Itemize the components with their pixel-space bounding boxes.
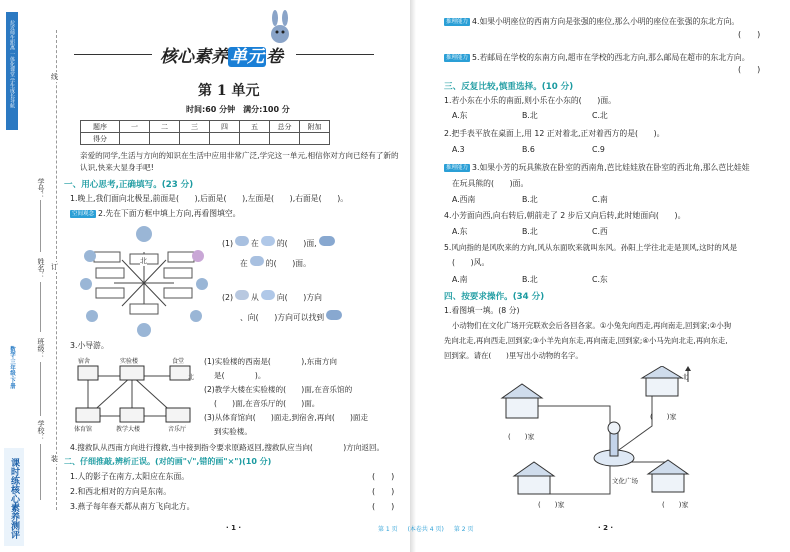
s2-item-1: 1.人的影子在南方,太阳应在东面。 xyxy=(70,472,190,481)
cat-icon xyxy=(250,256,264,266)
plaza-label: 文化广场 xyxy=(612,477,638,485)
map-north-label: 北 xyxy=(188,374,195,381)
score-header-cell: 一 xyxy=(120,121,150,133)
s1-q4: 4.搜救队从西南方向进行搜救,当中接到指令要求原路返回,搜救队应当向( )方向返回。 xyxy=(70,443,385,452)
cut-label-2: 订 xyxy=(51,263,58,271)
s4-text-line1: 小动物们在文化广场开完联欢会后各回各家。①小兔先向西走,再向南走,回到家;②小狗 xyxy=(452,321,732,330)
intro-text: 亲爱的同学,生活与方向的知识在生活中应用非常广泛,学完这一单元,相信你对方向已经有了新的认识,快来大显身手吧! xyxy=(80,151,399,172)
r-q4-answer[interactable]: ( ) xyxy=(738,30,761,39)
s4-q1: 1.看图填一填。(8 分) xyxy=(444,306,520,315)
s3-q3-opt-a[interactable]: A.西南 xyxy=(452,195,476,204)
s1-q2-a-3: 在 xyxy=(240,259,248,268)
map-label-lab: 实验楼 xyxy=(120,358,139,365)
r-q5-tag: 推理能力 xyxy=(446,55,469,61)
field-line-4 xyxy=(40,444,41,500)
unit-time-info: 时间:60 分钟 满分:100 分 xyxy=(186,105,290,114)
s1-q2-b-1: 从 xyxy=(251,293,259,302)
map-label-music: 音乐厅 xyxy=(168,426,187,433)
cut-label-1: 线 xyxy=(51,73,58,81)
house-label-southwest[interactable]: ( )家 xyxy=(538,501,565,509)
score-header-cell: 题序 xyxy=(81,121,120,133)
r-q4-text: 4.如果小明座位的西南方向是张强的座位,那么小明的座位在张强的东北方向。 xyxy=(472,17,740,26)
s1-q2-a xyxy=(222,236,337,249)
house-icon-4 xyxy=(648,460,688,492)
s3-q2-opt-a[interactable]: A.3 xyxy=(452,145,465,154)
s1-q3-line3: (2)教学大楼在实验楼的( )面,在音乐馆的 xyxy=(204,385,353,394)
compass-diagram xyxy=(74,222,214,340)
s1-q3-line4: ( )面,在音乐厅的( )面。 xyxy=(214,399,320,408)
score-header-cell: 二 xyxy=(150,121,180,133)
field-line-3 xyxy=(40,362,41,416)
page-number-right: · 2 · xyxy=(598,524,614,532)
r-q5-answer[interactable]: ( ) xyxy=(738,65,761,74)
s3-q5-opt-b[interactable]: B.北 xyxy=(522,275,538,284)
score-row xyxy=(81,133,330,145)
s1-q3-line6: 到实验楼。 xyxy=(214,427,252,436)
section3-title: 三、反复比较,慎重选择。(10 分) xyxy=(444,82,574,92)
plaza-north-label: 北 xyxy=(682,374,689,381)
map-label-gym: 体育馆 xyxy=(74,426,93,433)
field-student-id[interactable]: 学号： xyxy=(37,178,45,199)
cut-label-3: 装 xyxy=(51,455,58,463)
score-header-cell: 总分 xyxy=(270,121,300,133)
map-label-dorm: 宿舍 xyxy=(78,358,91,365)
section2-title: 二、仔细推敲,辨析正误。(对的画"√",错的画"×")(10 分) xyxy=(64,457,272,466)
s3-q4-opt-b[interactable]: B.北 xyxy=(522,227,538,236)
s3-q2: 2.把手表平放在桌面上,用 12 正对着北,正对着西方的是( )。 xyxy=(444,129,665,138)
s3-q4: 4.小芳面向西,向右转后,朝前走了 2 步后又向后转,此时她面向( )。 xyxy=(444,211,686,220)
section4-title: 四、按要求操作。(34 分) xyxy=(444,292,545,302)
s2-item-3: 3.燕子每年春天都从南方飞向北方。 xyxy=(70,502,195,511)
s3-q3 xyxy=(444,162,750,173)
s4-text-line3: 回到家。请在( )里写出小动物的名字。 xyxy=(444,351,583,360)
banner-left-rule xyxy=(74,54,152,55)
unit-title: 第 1 单元 xyxy=(198,83,260,99)
score-header-cell: 三 xyxy=(180,121,210,133)
s1-q3-line1: (1)实验楼的西南是( ),东南方向 xyxy=(204,357,338,366)
s1-q2-b-2: 向( )方向 xyxy=(276,293,322,302)
banner-text: 核心素养 xyxy=(160,47,228,67)
page-number-left: · 1 · xyxy=(226,524,242,532)
score-cell[interactable] xyxy=(300,133,330,145)
s3-q5-opt-a[interactable]: A.南 xyxy=(452,275,468,284)
s2-answer-1[interactable]: ( ) xyxy=(372,472,395,481)
fountain-icon xyxy=(594,422,634,466)
s3-q1-opt-a[interactable]: A.东 xyxy=(452,111,468,120)
r-q4-tag: 推理能力 xyxy=(446,19,469,25)
s3-q5-line2: ( )风。 xyxy=(452,258,490,267)
rabbit-mascot-icon xyxy=(262,10,298,50)
section1-title: 一、用心思考,正确填写。(23 分) xyxy=(64,180,194,190)
score-header-row xyxy=(81,121,330,133)
s1-q2-b xyxy=(222,290,322,303)
s3-q3-text: 3.如果小芳的玩具熊放在卧室的西南角,芭比娃娃放在卧室的西北角,那么芭比娃娃 xyxy=(472,163,750,172)
s3-q5: 5.风向指的是风吹来的方向,风从东面吹来就叫东风。孙阳上学往北走是顶风,这时的风是 xyxy=(444,243,738,252)
s1-q2-b-num: (2) xyxy=(222,293,234,302)
house-icon-3 xyxy=(514,462,554,494)
house-icon-2 xyxy=(642,366,682,396)
field-name[interactable]: 姓名： xyxy=(37,258,45,279)
field-line-1 xyxy=(40,200,41,252)
field-school[interactable]: 学校： xyxy=(37,420,45,441)
bird-icon xyxy=(261,236,275,246)
field-class[interactable]: 班级： xyxy=(37,338,45,359)
s3-q3-tag: 推理能力 xyxy=(446,165,469,171)
s2-item-2: 2.和西北相对的方向是东南。 xyxy=(70,487,172,496)
s1-q2-text: 2.先在下面方框中填上方向,再看图填空。 xyxy=(98,209,241,218)
score-cell[interactable] xyxy=(150,133,180,145)
house-label-north[interactable]: ( )家 xyxy=(650,413,677,421)
s1-q2-a-2: 的( )面, xyxy=(276,239,317,248)
dog-icon xyxy=(235,236,249,246)
bird-icon-2 xyxy=(261,290,275,300)
s3-q2-opt-c[interactable]: C.9 xyxy=(592,145,605,154)
footer-page-a: 第 1 页 xyxy=(378,526,398,533)
score-header-cell: 附加 xyxy=(300,121,330,133)
s1-q2-b-line2 xyxy=(240,310,342,323)
s3-q3-line2: 在玩具熊的( )面。 xyxy=(452,179,529,188)
s4-text-line2: 先向北走,再向西走,回到家;③小羊先向东走,再向南走,回到家;④小马先向北走,再向东走, xyxy=(444,336,728,345)
score-cell[interactable] xyxy=(180,133,210,145)
s3-q3-opt-b[interactable]: B.北 xyxy=(522,195,538,204)
s3-q4-opt-a[interactable]: A.东 xyxy=(452,227,468,236)
banner-right-rule xyxy=(296,54,374,55)
s1-q2-a-4: 的( )面。 xyxy=(265,259,311,268)
s1-q2-a-line2 xyxy=(240,256,311,269)
s3-q3-opt-c[interactable]: C.南 xyxy=(592,195,608,204)
footer-mid xyxy=(378,524,473,533)
s1-q2-b-4: 可以找到 xyxy=(292,313,325,322)
field-line-2 xyxy=(40,282,41,332)
s3-q2-opt-b[interactable]: B.6 xyxy=(522,145,535,154)
fish-icon-2 xyxy=(326,310,342,320)
s1-q2-a-num: (1) xyxy=(222,239,234,248)
house-icon xyxy=(502,384,542,418)
s1-q3-line2: 是( )。 xyxy=(214,371,266,380)
footer-page-b: 第 2 页 xyxy=(453,526,474,533)
s1-q2 xyxy=(70,208,240,219)
mouse-icon xyxy=(235,290,249,300)
score-header-cell: 五 xyxy=(240,121,270,133)
s3-q1-opt-b[interactable]: B.北 xyxy=(522,111,538,120)
map-label-canteen: 食堂 xyxy=(172,358,185,365)
s3-q1: 1.若小东在小乐的南面,则小乐在小东的( )面。 xyxy=(444,96,616,105)
score-header-cell: 四 xyxy=(210,121,240,133)
score-cell[interactable] xyxy=(120,133,150,145)
r-q4 xyxy=(444,16,739,27)
compass-north-label: 北 xyxy=(140,257,147,265)
s3-q5-opt-c[interactable]: C.东 xyxy=(592,275,608,284)
banner-highlight: 单元 xyxy=(230,47,264,67)
spine-grade-info: 数学·三年级·下册 xyxy=(9,346,15,389)
house-label-west[interactable]: ( )家 xyxy=(508,433,535,441)
score-cell[interactable] xyxy=(270,133,300,145)
s1-q3: 3.小导游。 xyxy=(70,341,109,350)
s3-q1-opt-c[interactable]: C.北 xyxy=(592,111,608,120)
r-q5-text: 5.若邮局在学校的东南方向,超市在学校的西北方向,那么邮局在超市的东北方向。 xyxy=(472,53,750,62)
s3-q4-opt-c[interactable]: C.西 xyxy=(592,227,608,236)
fish-icon xyxy=(319,236,335,246)
s1-q2-b-3: 、向( )方向 xyxy=(240,313,293,322)
s1-q2-a-1: 在 xyxy=(251,239,259,248)
score-row-label: 得分 xyxy=(81,133,120,145)
s1-q1: 1.晚上,我们面向北极星,前面是( ),后面是( ),左面是( ),右面是( )。 xyxy=(70,194,349,203)
footer-total: (本卷共 4 页) xyxy=(407,526,444,533)
spine-pocket-text: 拉近师生距离 一体化课堂 学生成长导航 xyxy=(9,20,15,109)
score-table xyxy=(80,120,330,145)
house-label-southeast[interactable]: ( )家 xyxy=(662,501,689,509)
banner-tail: 卷 xyxy=(266,47,283,67)
s2-answer-3[interactable]: ( ) xyxy=(372,502,395,511)
score-cell[interactable] xyxy=(210,133,240,145)
r-q5 xyxy=(444,52,750,63)
s2-answer-2[interactable]: ( ) xyxy=(372,487,395,496)
spine-side-text: 课时练核心素养测评 xyxy=(9,458,19,539)
score-cell[interactable] xyxy=(240,133,270,145)
s1-q2-tag: 空间观念 xyxy=(72,211,95,217)
s1-q3-line5: (3)从体育馆向( )面走,到宿舍,再向( )面走 xyxy=(204,413,369,422)
map-label-teaching: 教学大楼 xyxy=(116,426,141,433)
